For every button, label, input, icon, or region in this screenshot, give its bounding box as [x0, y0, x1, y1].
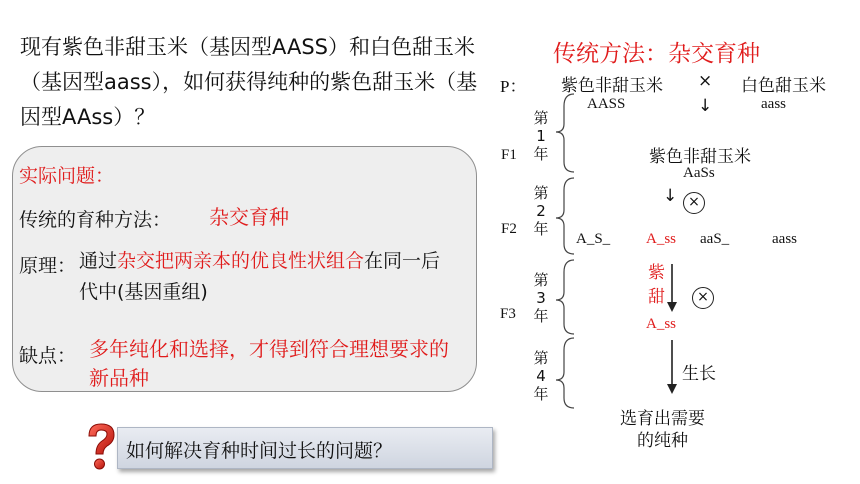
bottom-question-bar	[117, 427, 493, 469]
parent1-genotype: AASS	[587, 96, 626, 112]
f3-label: F3	[500, 306, 516, 322]
method-label: 传统的育种方法：	[19, 209, 172, 231]
year-3-label: 第3年	[533, 271, 549, 325]
diagram-title: 传统方法：杂交育种	[553, 41, 760, 67]
parent1: 紫色非甜玉米	[561, 76, 663, 96]
f1-genotype: AaSs	[683, 165, 715, 181]
p-label: P：	[500, 77, 527, 96]
select-label-purple: 紫	[648, 263, 665, 283]
f2-arrow	[666, 264, 678, 314]
principle-red: 杂交把两亲本的优良性状组合	[117, 250, 365, 272]
result-line-2: 的纯种	[637, 431, 688, 451]
year-2-label: 第2年	[533, 184, 549, 238]
year-4-label: 第4年	[533, 349, 549, 403]
f3-arrow	[666, 340, 678, 396]
problem-box	[12, 146, 477, 392]
principle-pre: 通过	[79, 250, 118, 272]
drawback-value: 多年纯化和选择，才得到符合理想要求的新品种	[89, 337, 449, 390]
self-cross-icon-1: ×	[683, 192, 705, 214]
bottom-question-text: 如何解决育种时间过长的问题？	[126, 440, 393, 462]
year-1-label: 第1年	[533, 109, 549, 163]
f2-type-1: A_S_	[576, 231, 611, 247]
parent2-genotype: aass	[761, 96, 786, 112]
method-value: 杂交育种	[209, 205, 289, 229]
principle-label: 原理：	[19, 255, 77, 277]
question-text: 现有紫色非甜玉米（基因型AASS）和白色甜玉米（基因型aass），如何获得纯种的紫色甜玉米（基因型AAss）？	[20, 35, 478, 129]
cross-symbol: ×	[698, 71, 713, 91]
question-mark-icon	[84, 422, 118, 472]
box-heading: 实际问题：	[19, 165, 115, 187]
f2-type-2: A_ss	[646, 231, 677, 247]
year-braces	[552, 92, 582, 412]
self-cross-icon-2: ×	[692, 287, 714, 309]
f1-arrow: ↓	[663, 186, 678, 206]
f1-label: F1	[501, 147, 517, 163]
f3-genotype: A_ss	[646, 316, 677, 332]
principle-post: 在同一后代中(基因重组)	[79, 250, 441, 303]
select-label-sweet: 甜	[648, 287, 665, 307]
arrow-down: ↓	[698, 96, 713, 116]
f1-phenotype: 紫色非甜玉米	[649, 147, 751, 167]
f2-type-4: aass	[772, 231, 797, 247]
result-line-1: 选育出需要	[620, 409, 705, 429]
principle-text	[79, 246, 449, 308]
drawback-label: 缺点：	[19, 345, 77, 367]
f2-label: F2	[501, 221, 517, 237]
parent2: 白色甜玉米	[741, 76, 826, 96]
f2-type-3: aaS_	[700, 231, 730, 247]
grow-label: 生长	[682, 364, 716, 384]
